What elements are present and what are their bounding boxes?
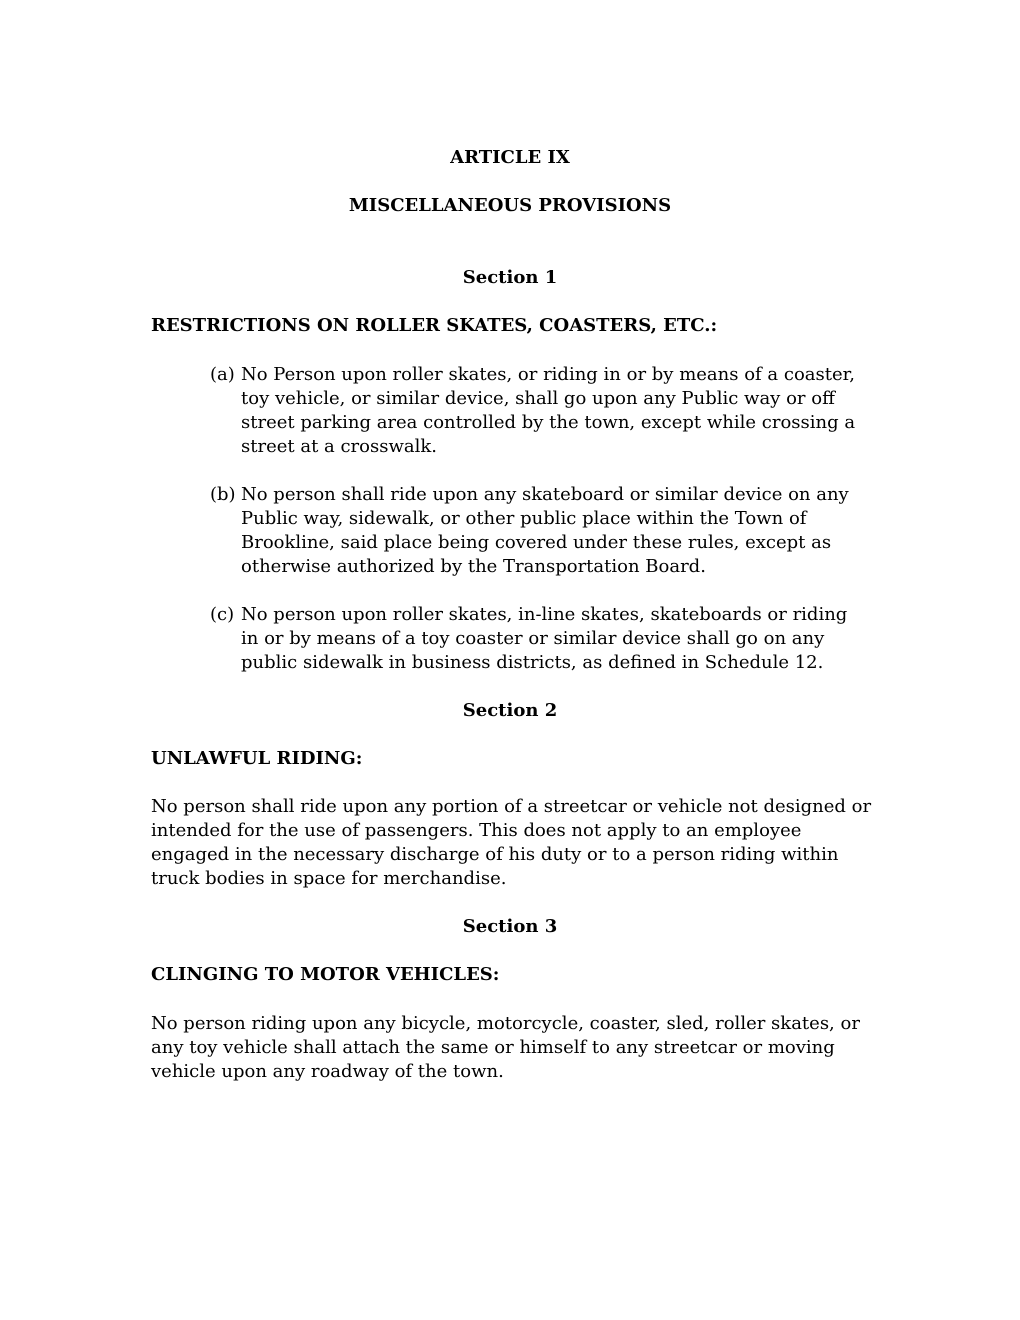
section-1-heading: Section 1 <box>462 267 558 288</box>
item-b-line: otherwise authorized by the Transportation Board. <box>241 556 706 577</box>
item-c-marker: (c) <box>210 604 235 625</box>
section-3-heading: Section 3 <box>462 916 558 937</box>
item-c-line: public sidewalk in business districts, as defined in Schedule 12. <box>241 652 824 673</box>
item-a-line: street parking area controlled by the town, except while crossing a <box>241 412 856 433</box>
item-c-line: in or by means of a toy coaster or similar device shall go on any <box>241 628 825 649</box>
item-b-line: Brookline, said place being covered under these rules, except as <box>241 532 832 553</box>
article-subtitle: MISCELLANEOUS PROVISIONS <box>348 195 672 216</box>
item-b-line: No person shall ride upon any skateboard or similar device on any <box>241 484 849 505</box>
section-1-title: RESTRICTIONS ON ROLLER SKATES, COASTERS, ETC.: <box>151 315 718 336</box>
item-b-marker: (b) <box>210 484 236 505</box>
section-2-body-line: intended for the use of passengers. This does not apply to an employee <box>151 820 802 841</box>
item-a-line: No Person upon roller skates, or riding in or by means of a coaster, <box>241 364 855 385</box>
section-2-title: UNLAWFUL RIDING: <box>151 748 363 769</box>
item-c-line: No person upon roller skates, in-line skates, skateboards or riding <box>241 604 848 625</box>
item-a-line: toy vehicle, or similar device, shall go upon any Public way or off <box>241 388 835 409</box>
section-3-body-line: any toy vehicle shall attach the same or himself to any streetcar or moving <box>151 1037 835 1058</box>
section-2-heading: Section 2 <box>462 700 558 721</box>
item-b-line: Public way, sidewalk, or other public place within the Town of <box>241 508 807 529</box>
section-2-body-line: No person shall ride upon any portion of a streetcar or vehicle not designed or <box>151 796 872 817</box>
article-title: ARTICLE IX <box>450 147 570 168</box>
section-3-title: CLINGING TO MOTOR VEHICLES: <box>151 964 500 985</box>
item-a-marker: (a) <box>210 364 235 385</box>
section-2-body-line: truck bodies in space for merchandise. <box>151 868 507 889</box>
section-3-body-line: vehicle upon any roadway of the town. <box>151 1061 504 1082</box>
item-a-line: street at a crosswalk. <box>241 436 437 457</box>
section-3-body-line: No person riding upon any bicycle, motorcycle, coaster, sled, roller skates, or <box>151 1013 860 1034</box>
section-2-body-line: engaged in the necessary discharge of his duty or to a person riding within <box>151 844 839 865</box>
